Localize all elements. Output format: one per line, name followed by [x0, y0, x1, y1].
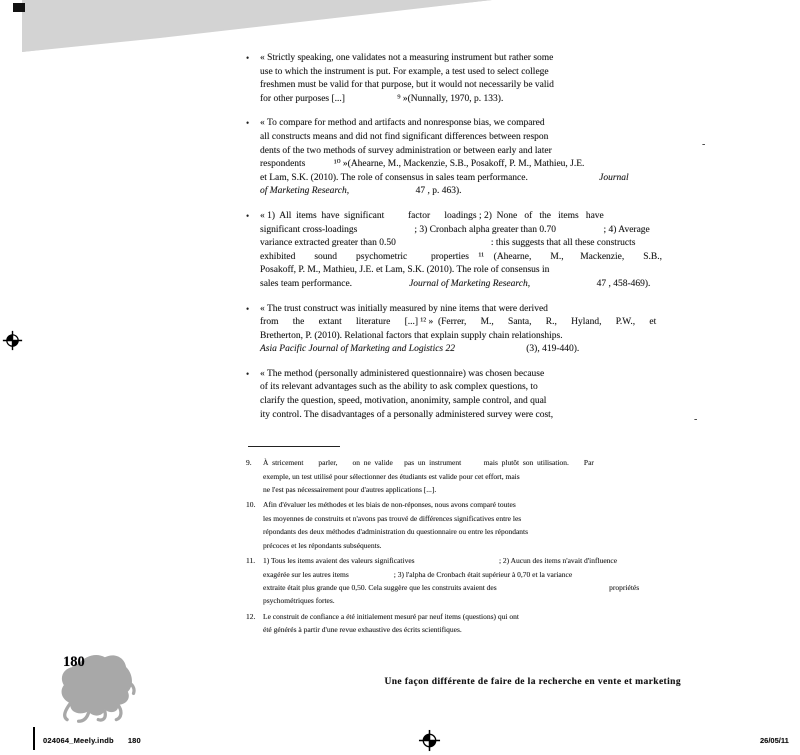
bullet-marker-icon: • [246, 368, 250, 379]
bullet-item [246, 210, 692, 292]
text-line: exagérée sur les autres items ; 3) l'alpha de Cronbach était supérieur à 0,70 et la variance [263, 569, 573, 579]
text-line: « To compare for method and artifacts and nonresponse bias, we compared [260, 118, 545, 129]
text-line: use to which the instrument is put. For example, a test used to select college [260, 66, 549, 77]
text-line: for other purposes [...] ⁹ »(Nunnally, 1970, p. 133). [260, 93, 504, 104]
text-line: « The method (personally administered questionnaire) was chosen because [260, 368, 545, 379]
text-line: ity control. The disadvantages of a personally administered survey were cost, [260, 409, 554, 420]
proof-filename: 024064_Meely.indb [43, 736, 114, 745]
text-line: Afin d'évaluer les méthodes et les biais de non-réponses, nous avons comparé toutes [263, 500, 516, 510]
footnote-number: 10. [246, 500, 256, 510]
footnote-item [246, 610, 692, 637]
text-line: respondents ¹⁰ »(Ahearne, M., Mackenzie, S.B., Posakoff, P. M., Mathieu, J.E. [260, 159, 585, 170]
bullet-marker-icon: • [246, 210, 250, 221]
text-line: significant cross-loadings ; 3) Cronbach alpha greater than 0.70 ; 4) Average [260, 224, 650, 235]
text-line: À stricement parler, on ne valide pas un instrument mais plutôt son utilisation. Par [263, 458, 594, 468]
text-line: répondants des deux méthodes d'administration du questionnaire ou entre les répondants [263, 527, 529, 537]
text-line: extraite était plus grande que 0,50. Cela suggère que les construits avaient des propriétés [263, 582, 640, 592]
bullet-marker-icon: • [246, 53, 250, 63]
page-number: 180 [63, 654, 85, 670]
text-line: freshmen must be valid for that purpose, but it would not necessarily be valid [260, 80, 554, 91]
proof-date: 26/05/11 [760, 736, 789, 745]
bullet-item [246, 117, 692, 199]
scan-artifact-hyphen: - [702, 139, 706, 150]
registration-mark-icon [2, 330, 23, 351]
text-line: from the extant literature [...] ¹² » (Ferrer, M., Santa, R., Hyland, P.W., et [260, 317, 657, 328]
text-line: les moyennes de construits et n'avons pas trouvé de différences significatives entre les [263, 513, 522, 523]
text-column [246, 52, 692, 639]
text-line: clarify the question, speed, motivation, anonimity, sample control, and qual [260, 396, 547, 407]
text-line: ne l'est pas nécessairement pour d'autres applications [...]. [263, 485, 437, 495]
footnote-number: 9. [246, 458, 252, 468]
footnote-item [246, 456, 692, 496]
bullet-item [246, 303, 692, 357]
page-curl-decoration [0, 0, 500, 60]
bullet-item [246, 368, 692, 422]
bullet-item [246, 52, 692, 106]
text-line: exhibited sound psychometric properties ¹¹ (Ahearne, M., Mackenzie, S.B., [260, 251, 662, 262]
text-line: « 1) All items have significant factor loadings ; 2) None of the items have [260, 210, 604, 221]
text-line: of its relevant advantages such as the ability to ask complex questions, to [260, 382, 538, 393]
footnote-item [246, 498, 692, 552]
printer-color-patch [13, 3, 25, 12]
text-line: Le construit de confiance a été initialement mesuré par neuf items (questions) qui ont [263, 611, 519, 621]
text-line: dents of the two methods of survey administration or between early and later [260, 145, 552, 156]
scan-artifact-hyphen: - [694, 414, 698, 425]
text-line: all constructs means and did not find significant differences between respon [260, 131, 549, 142]
text-line: variance extracted greater than 0.50 : this suggests that all these constructs [260, 238, 636, 249]
footnote-number: 12. [246, 611, 256, 621]
text-line: sales team performance. Journal of Marketing Research, 47 , 458-469). [260, 278, 651, 289]
bullet-marker-icon: • [246, 118, 250, 129]
crop-mark-tick [33, 727, 35, 750]
text-line: et Lam, S.K. (2010). The role of consensus in sales team performance. Journal [260, 172, 629, 183]
text-line: été générés à partir d'une revue exhaustive des écrits scientifiques. [263, 625, 462, 635]
text-line: Asia Pacific Journal of Marketing and Logistics 22 (3), 419-440). [260, 344, 580, 355]
text-line: « Strictly speaking, one validates not a measuring instrument but rather some [260, 53, 554, 63]
footnote-list [246, 456, 692, 636]
footnote-separator-rule [248, 446, 340, 447]
bullet-list [246, 52, 692, 422]
registration-mark-icon [418, 729, 441, 752]
text-line: psychométriques fortes. [263, 596, 335, 606]
text-line: précoces et les répondants subséquents. [263, 540, 382, 550]
text-line: Bretherton, P. (2010). Relational factors that explain supply chain relationships. [260, 330, 563, 341]
text-line: of Marketing Research, 47 , p. 463). [260, 186, 462, 197]
text-line: 1) Tous les items avaient des valeurs significatives ; 2) Aucun des items n'avait d'influence [263, 556, 618, 566]
proof-slug [43, 736, 141, 745]
running-footer-title: Une façon différente de faire de la recherche en vente et marketing [384, 677, 681, 687]
proof-page-ref: 180 [127, 736, 141, 745]
footnote-number: 11. [246, 556, 256, 566]
bullet-marker-icon: • [246, 303, 250, 314]
text-line: « The trust construct was initially measured by nine items that were derived [260, 303, 548, 314]
text-line: exemple, un test utilisé pour sélectionner des étudiants est valide pour cet effort, mais [263, 471, 520, 481]
text-line: Posakoff, P. M., Mathieu, J.E. et Lam, S.K. (2010). The role of consensus in [260, 265, 550, 276]
footnote-item [246, 554, 692, 608]
